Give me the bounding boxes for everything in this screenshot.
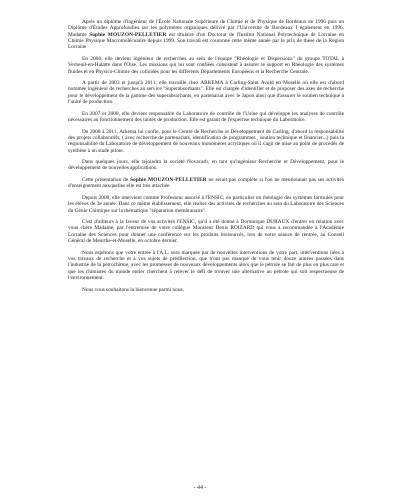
paragraph-text: est titulaire d'un Doctorat de l'Institut National Polytechnique de Lorraine en Chimie Physique Macromoléculaire depuis 1999. Son travail est couronné cette même année par le prix de thèse de la Région Lorraine: [68, 31, 345, 51]
paragraph-arkema-superabsorbants: A partir de 2003 et jusqu'à 2011, elle travaille chez ARKEMA à Carling-Saint Avold en Moselle où elle est d'abord nommée ingénieur de recherches au service "Superabsorbants". Elle est chargée d'identifier et de proposer des axes de recherche pour le développement de la gamme des superabsorbants, en partenariat avec le Japon ainsi que d'assurer le soutien technique à l'unité de production.: [68, 80, 344, 106]
paragraph-text: Cette présentation de: [82, 177, 131, 183]
paragraph-ensic: Depuis 2008, elle intervient comme Professeur associé à l'ENSIC, en particulier en rhéologie des systèmes formulés pour les élèves de 3e année. Dans ce même établissement, elle réalise des activités de recherches au sein du Laboratoire des Sciences du Génie Chimique sur la thématique "séparation membranaire".: [68, 194, 344, 214]
paragraph-hopes: Nous espérons que votre entrée à l'A.L. sera marquée par de nouvelles interventions de votre part, interventions liées à vos travaux de recherche et à vos sujets de prédilection, que n'ont pas manqué de vous tenir douze années passées dans l'industrie de la pétrochimie, avec les promesses de nouveaux développements alors que le pétrole se fait de plus en plus rare et que les chimistes du monde entier cherchent à relever le défi de trouver une alternative au pétrole qui soit respectueuse de l'environnement.: [68, 249, 344, 282]
paragraph-text: ne serait pas complète si l'on ne mentionnait pas ses activités d'enseignement auxquelles elle est très attachée.: [68, 177, 344, 190]
paragraph-total: En 2000, elle devient ingénieur de recherches au sein de l'équipe "Rhéologie et Dispersions" du groupe TOTAL à Verneuil-en-Halatte dans l'Oise. Les missions qui lui sont confiées consistent à assurer le support en Rhéologie des systèmes fluides et en Physico-Chimie des colloïdes pour les différents Départements Européens et la Recherche Centrale.: [68, 55, 344, 75]
person-name: Sophie MOUZON-PELLETIER: [130, 177, 207, 183]
paragraph-novacarb: Dans quelques jours, elle rejoindra la société Novacarb, en tant qu'ingénieur Recherche et Développement, pour le développement de nouvelles applications.: [68, 159, 344, 172]
paragraph-arkema-rd: De 2008 à 2011, Arkema lui confie, pour le Centre de Recherche et Développement de Carling, d'abord la responsabilité des projets collaboratifs, ( avec recherche de partenariats, identification de programmes , soutien technique et financier...) puis la responsabilité du Laboratoire de développement de nouveaux monomères acryliques où il s'agit de mise au point de procédés de synthèse à un stade pilote.: [68, 128, 344, 154]
paragraph-biography-intro: [68, 19, 344, 51]
paragraph-text: Après un diplôme d'ingénieur de l'École Nationale Supérieure de Chimie et de Physique de Bordeaux en 1996 puis un Diplôme d'Études Approfondies sur les polymères organiques délivré par l'Université de Bordeaux I également en 1996, Madame: [68, 19, 344, 38]
paragraph-arkema-laboratory: En 2007 et 2008, elle devient responsable du Laboratoire de contrôle de l'Usine qui développe les analyses de contrôle nécessaires au fonctionnement des unités de production. Elle est garant de l'expertise technique du Laboratoire.: [68, 110, 344, 124]
paragraph-teaching-intro: [68, 177, 344, 190]
page-number: - 44 -: [193, 485, 207, 491]
paragraph-academy: C'est d'ailleurs à la faveur de vos activités l'ENSIC, qu'il a été donné à Dominique DURAUX d'entrer en relation avec vous chère Madame, par l'entremise de votre collègue Monsieur Denis ROIZARD qui vous a recommandée à l'Académie Lorraine des Sciences pour donner une conférence sur les produits biosourcés, lors de notre séance de rentrée, au Conseil Général de Meurthe-et-Moselle, en octobre dernier.: [68, 219, 344, 245]
paragraph-welcome: Nous vous souhaitons la bienvenue parmi nous.: [82, 286, 184, 293]
person-name: Sophie MOUZON-PELLETIER: [89, 31, 167, 38]
